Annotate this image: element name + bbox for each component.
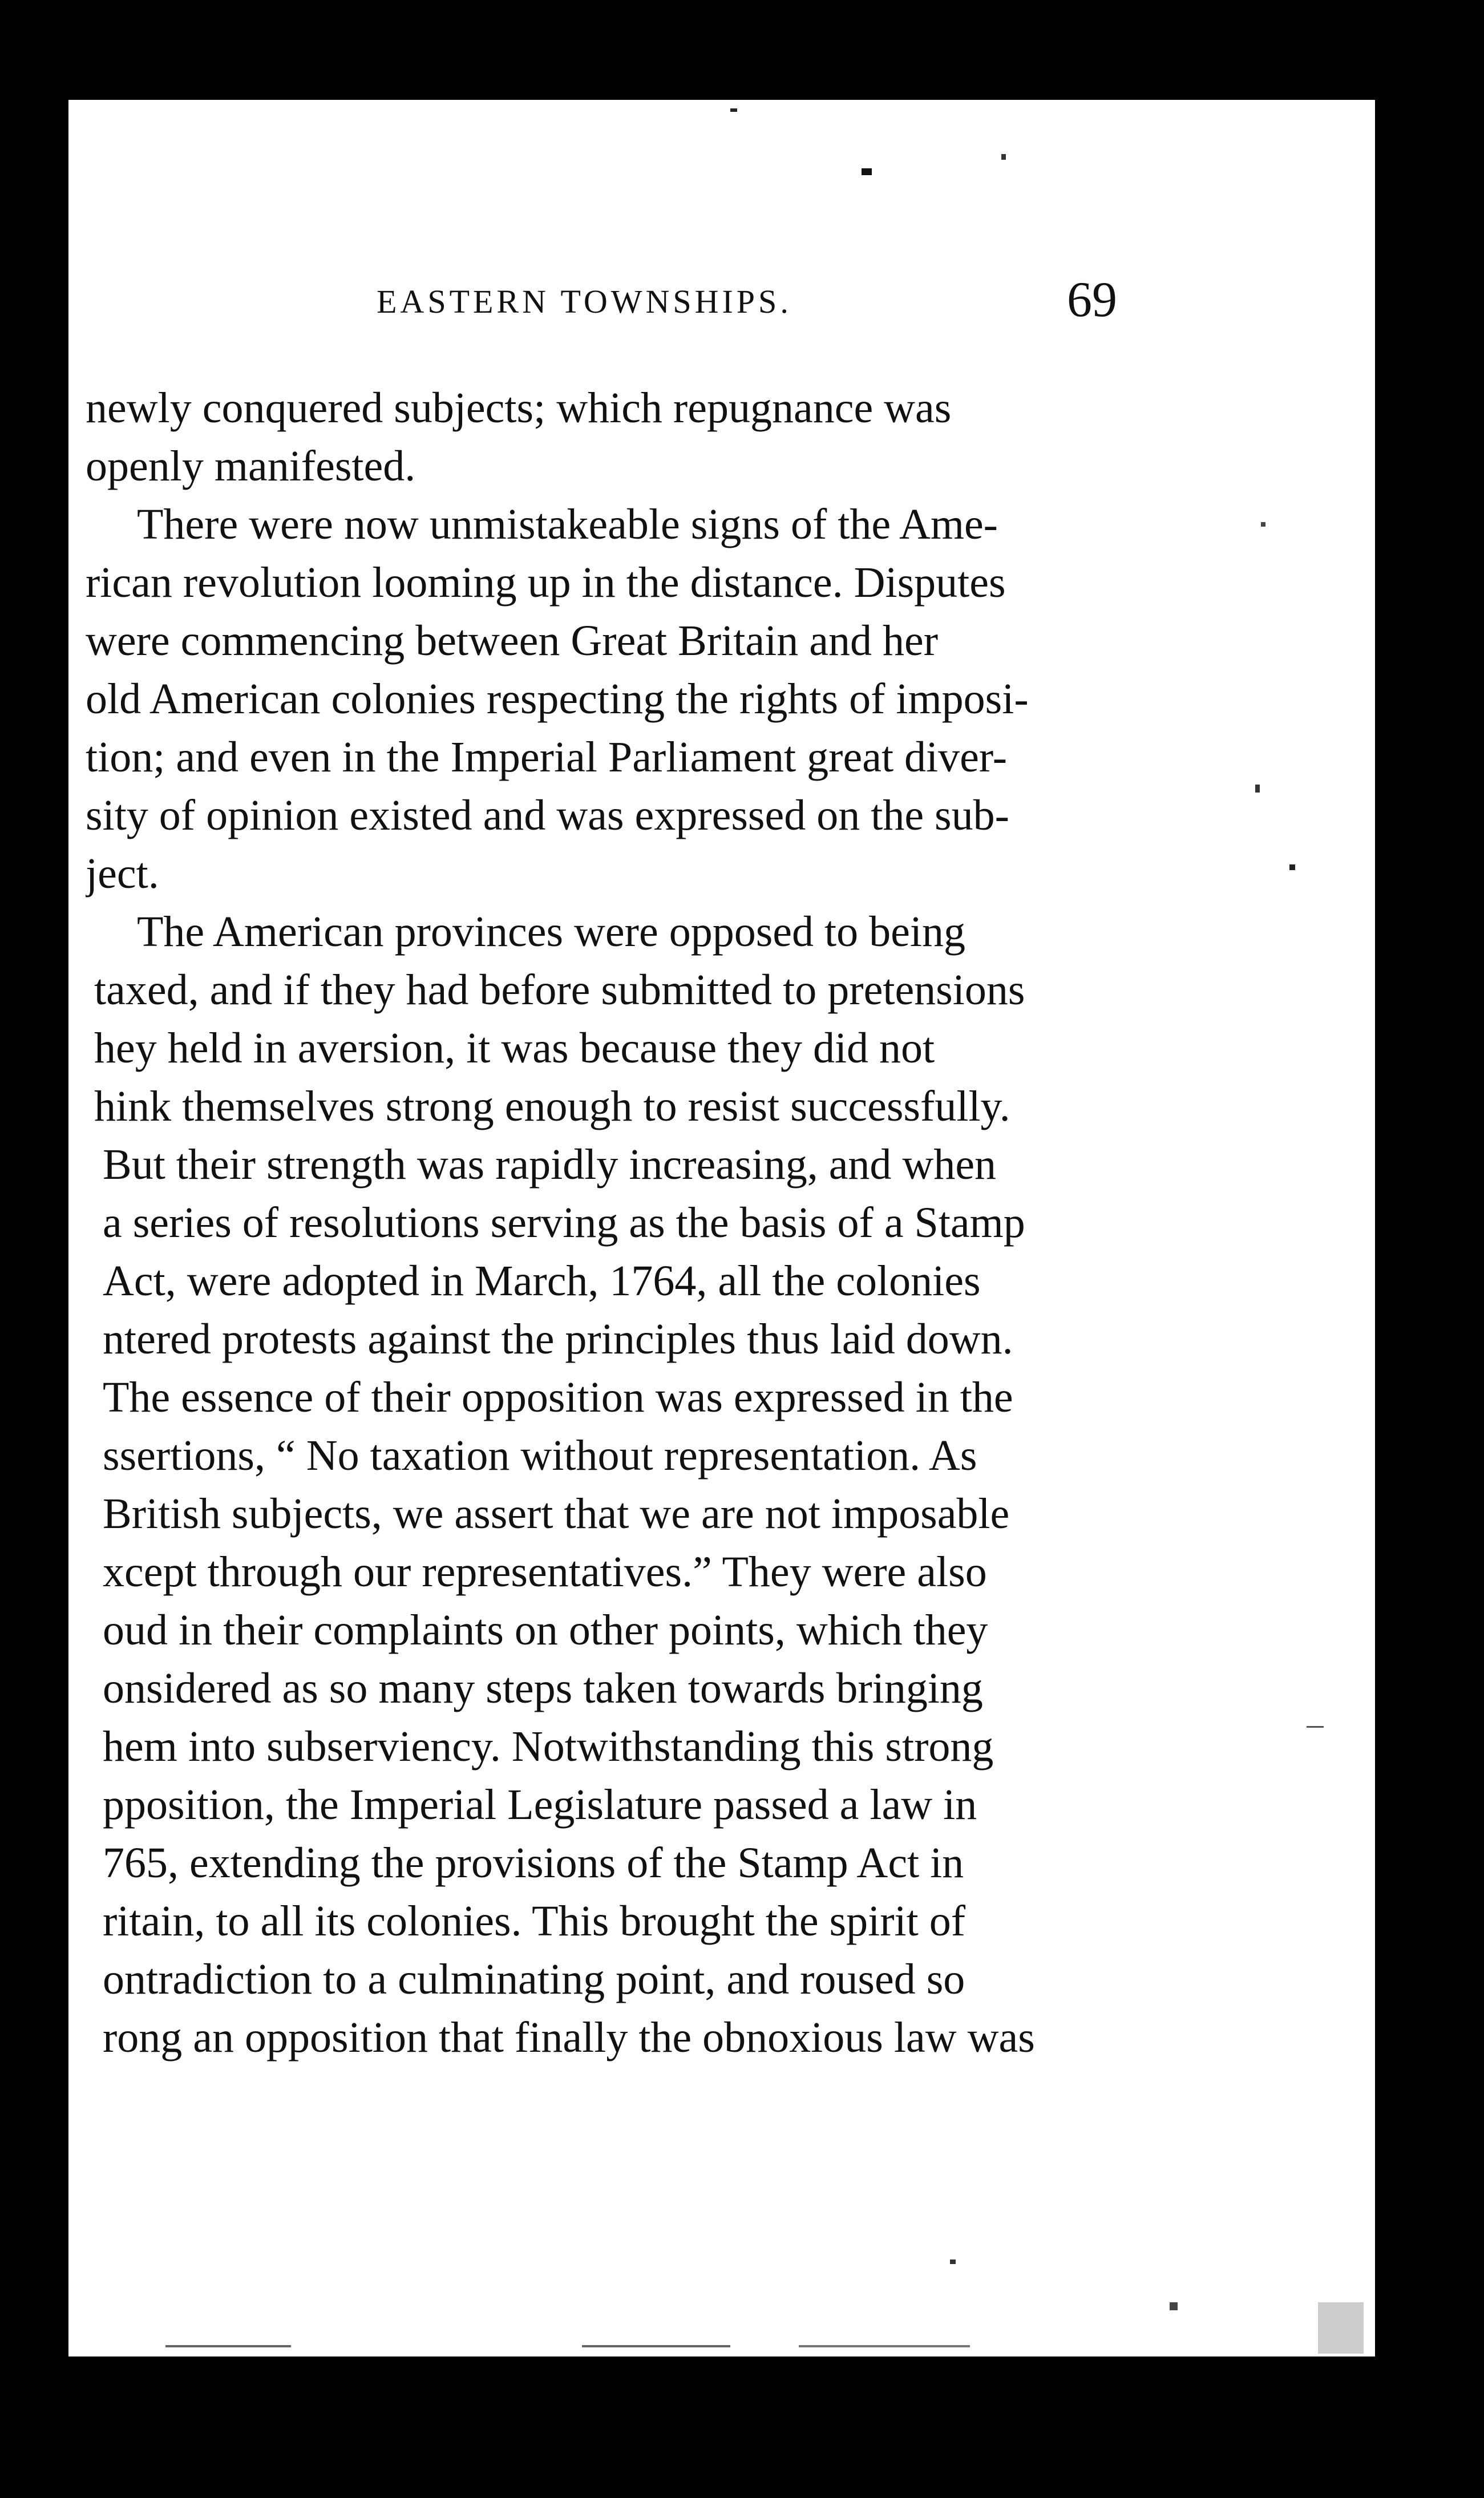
text-line: British subjects, we assert that we are not imposable bbox=[103, 1490, 1010, 1538]
text-line: xcept through our representatives.” They were also bbox=[103, 1548, 987, 1596]
text-line: were commencing between Great Britain and her bbox=[86, 617, 939, 665]
text-line: newly conquered subjects; which repugnance was bbox=[86, 384, 952, 432]
page-number: 69 bbox=[1067, 272, 1117, 328]
text-line: taxed, and if they had before submitted to pretensions bbox=[94, 966, 1025, 1014]
text-line: The essence of their opposition was expressed in the bbox=[103, 1373, 1013, 1421]
text-line: Act, were adopted in March, 1764, all the colonies bbox=[103, 1257, 981, 1305]
text-line: ritain, to all its colonies. This brought the spirit of bbox=[103, 1897, 966, 1945]
text-line: The American provinces were opposed to being bbox=[137, 908, 965, 956]
text-line: ssertions, “ No taxation without representation. As bbox=[103, 1432, 977, 1480]
text-line: onsidered as so many steps taken towards bringing bbox=[103, 1664, 983, 1712]
text-line: tion; and even in the Imperial Parliament great diver- bbox=[86, 733, 1007, 781]
text-line: oud in their complaints on other points, which they bbox=[103, 1606, 988, 1654]
text-line: But their strength was rapidly increasing, and when bbox=[103, 1141, 997, 1189]
text-line: ontradiction to a culminating point, and roused so bbox=[103, 1955, 965, 2003]
text-line: rican revolution looming up in the distance. Disputes bbox=[86, 559, 1006, 607]
text-line: There were now unmistakeable signs of the Ame- bbox=[137, 500, 998, 548]
text-line: rong an opposition that finally the obnoxious law was bbox=[103, 2014, 1035, 2062]
text-line: openly manifested. bbox=[86, 442, 416, 490]
text-line: 765, extending the provisions of the Stamp Act in bbox=[103, 1839, 964, 1887]
text-line: old American colonies respecting the rights of imposi- bbox=[86, 675, 1029, 723]
text-line: ject. bbox=[86, 850, 159, 898]
text-line: hink themselves strong enough to resist successfully. bbox=[94, 1082, 1010, 1130]
text-line: a series of resolutions serving as the basis of a Stamp bbox=[103, 1199, 1025, 1247]
text-line: sity of opinion existed and was expressed on the sub- bbox=[86, 791, 1009, 839]
text-line: hem into subserviency. Notwithstanding this strong bbox=[103, 1723, 994, 1771]
body-text bbox=[68, 100, 1375, 2356]
text-line: hey held in aversion, it was because they did not bbox=[94, 1024, 935, 1072]
book-page bbox=[68, 100, 1375, 2356]
text-line: pposition, the Imperial Legislature passed a law in bbox=[103, 1781, 977, 1829]
running-title: EASTERN TOWNSHIPS. bbox=[377, 283, 792, 320]
text-line: ntered protests against the principles thus laid down. bbox=[103, 1315, 1013, 1363]
